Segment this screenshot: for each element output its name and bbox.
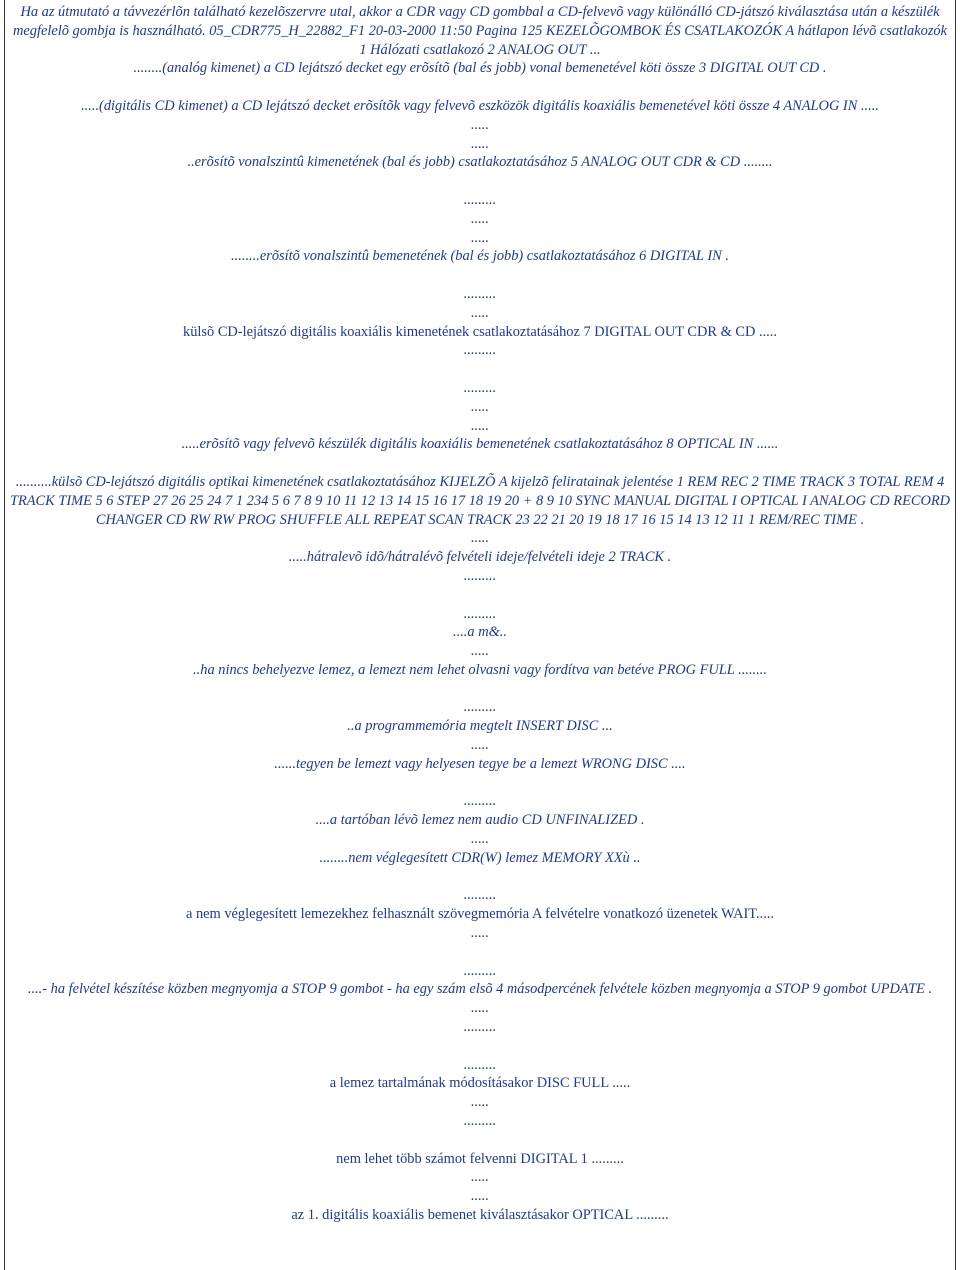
text-line: .....hátralevõ idõ/hátralévõ felvételi ideje/felvételi ideje 2 TRACK .: [288, 549, 672, 566]
text-line: .....: [471, 1169, 489, 1186]
text-line: .........: [463, 285, 497, 302]
text-line: ..erõsítõ vonalszintû kimenetének (bal és jobb) csatlakoztatásához 5 ANALOG OUT CDR & CD ........: [187, 154, 773, 171]
blank-line: [5, 868, 955, 887]
blank-line: [5, 172, 955, 191]
text-line: .....: [471, 1188, 489, 1205]
text-line: .........: [463, 1113, 497, 1130]
text-line: ........(analóg kimenet) a CD lejátszó decket egy erõsítõ (bal és jobb) vonal bemenetével köti össze 3 DIGITAL OUT CD .: [133, 60, 827, 77]
text-line: ........nem véglegesített CDR(W) lemez MEMORY XXù ..: [319, 849, 641, 866]
text-line: ..ha nincs behelyezve lemez, a lemezt nem lehet olvasni vagy fordítva van betéve PROG FULL ........: [193, 661, 767, 678]
text-line: .....: [471, 925, 489, 942]
text-line: .........: [463, 1019, 497, 1036]
document-page: [4, 0, 956, 1270]
text-line: ........erõsítõ vonalszintû bemenetének (bal és jobb) csatlakoztatásához 6 DIGITAL IN .: [231, 248, 729, 265]
text-line: .....: [471, 304, 489, 321]
text-line: nem lehet több számot felvenni DIGITAL 1 .........: [336, 1150, 624, 1167]
text-line: .....: [471, 135, 489, 152]
text-line: .....: [471, 210, 489, 227]
text-line: .....: [471, 831, 489, 848]
text-line: ....- ha felvétel készítése közben megnyomja a STOP 9 gombot - ha egy szám elsõ 4 másodpercének felvétele közben megnyomja a STOP 9 gombot UPDATE .: [27, 981, 933, 998]
text-line: a lemez tartalmának módosításakor DISC FULL .....: [329, 1075, 631, 1092]
text-line: ..a programmemória megtelt INSERT DISC ...: [347, 718, 613, 735]
text-line: .........: [463, 191, 497, 208]
blank-line: [5, 774, 955, 793]
text-line: .....: [471, 643, 489, 660]
text-line: .....: [471, 417, 489, 434]
text-line: .....: [471, 229, 489, 246]
text-line: az 1. digitális koaxiális bemenet kiválasztásakor OPTICAL .........: [291, 1207, 669, 1223]
blank-line: [5, 78, 955, 97]
text-line: .........: [463, 567, 497, 584]
text-line: ....a tartóban lévõ lemez nem audio CD UNFINALIZED .: [315, 812, 645, 829]
text-line: külsõ CD-lejátszó digitális koaxiális kimenetének csatlakoztatásához 7 DIGITAL OUT CDR & CD .....: [183, 323, 777, 340]
text-line: .....: [471, 398, 489, 415]
text-line: .....erõsítõ vagy felvevõ készülék digitális koaxiális bemenetének csatlakoztatásához 8 OPTICAL IN ......: [181, 436, 779, 453]
text-line: ....a m&..: [453, 624, 507, 641]
text-line: ..........külsõ CD-lejátszó digitális optikai kimenetének csatlakoztatásához KIJELZÕ A kijelzõ feliratainak jelentése 1 REM REC 2 TIME TRACK 3 TOTAL REM 4 TRACK TIME 5 6 STEP 27 26 25 24 7 1 234 5 6 7 8 9 10 11 12 13 14 15 16 17 18 19 20 + 8 9 10 SYNC MANUAL DIGITAL I OPTICAL I ANALOG CD RECORD CHANGER CD RW RW PROG SHUFFLE ALL REPEAT SCAN TRACK 23 22 21 20 19 18 17 16 15 14 13 12 11 1 REM/REC TIME .: [9, 473, 951, 528]
text-line: .....(digitális CD kimenet) a CD lejátszó decket erõsítõk vagy felvevõ eszközök digitális koaxiális bemenetével köti össze 4 ANALOG IN .....: [81, 97, 879, 114]
text-line: .....: [471, 1094, 489, 1111]
text-line: .........: [463, 699, 497, 716]
text-line: .........: [463, 379, 497, 396]
text-line: .........: [463, 605, 497, 622]
blank-line: [5, 680, 955, 699]
text-line: .....: [471, 737, 489, 754]
blank-line: [5, 586, 955, 605]
blank-line: [5, 454, 955, 473]
blank-line: [5, 266, 955, 285]
text-line: .....: [471, 1000, 489, 1017]
text-line: .....: [471, 530, 489, 547]
blank-line: [5, 1131, 955, 1150]
text-line: a nem véglegesített lemezekhez felhasznált szövegmemória A felvételre vonatkozó üzenetek WAIT.....: [185, 906, 775, 923]
text-line: .........: [463, 793, 497, 810]
text-line: .........: [463, 962, 497, 979]
text-line: .........: [463, 1056, 497, 1073]
text-line: .....: [471, 116, 489, 133]
text-line: Ha az útmutató a távvezérlõn található kezelõszervre utal, akkor a CDR vagy CD gombbal a CD-felvevõ vagy különálló CD-játszó kiválasztása után a készülék megfelelõ gombja is használható. 05_CDR775_H_22882_F1 20-03-2000 11:50 Pagina 125 KEZELÕGOMBOK ÉS CSATLAKOZÓK A hátlapon lévõ csatlakozók 1 Hálózati csatlakozó 2 ANALOG OUT ...: [12, 4, 948, 58]
text-line: .........: [463, 887, 497, 904]
text-line: .........: [463, 342, 497, 359]
document-body: [5, 0, 955, 1225]
blank-line: [5, 943, 955, 962]
blank-line: [5, 360, 955, 379]
text-line: ......tegyen be lemezt vagy helyesen tegye be a lemezt WRONG DISC ....: [274, 755, 686, 772]
blank-line: [5, 1037, 955, 1056]
